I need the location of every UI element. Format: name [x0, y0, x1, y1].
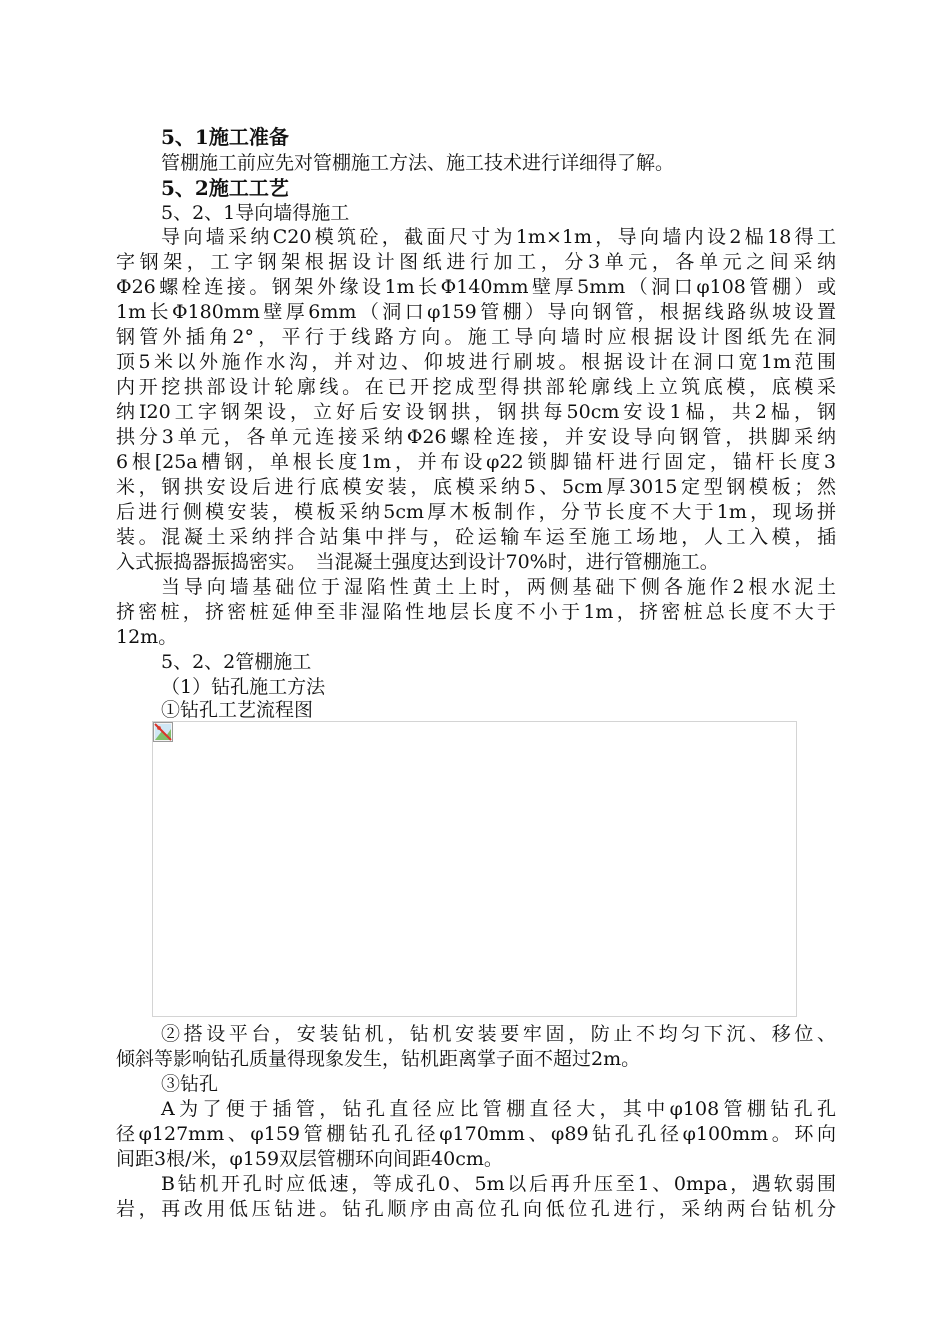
paragraph-line: 拱分3单元，各单元连接采纳Φ26螺栓连接，并安设导向钢管，拱脚采纳: [116, 426, 836, 448]
paragraph-line: 12m。: [116, 626, 178, 648]
paragraph-line: 字钢架，工字钢架根据设计图纸进行加工，分3单元，各单元之间采纳: [116, 251, 836, 273]
paragraph-line: 顶5米以外施作水沟，并对边、仰坡进行刷坡。根据设计在洞口宽1m范围: [116, 351, 836, 373]
paragraph-line: 管棚施工前应先对管棚施工方法、施工技术进行详细得了解。: [161, 152, 675, 174]
paragraph-line: 钢管外插角2°，平行于线路方向。施工导向墙时应根据设计图纸先在洞: [116, 326, 836, 348]
paragraph-line: 倾斜等影响钻孔质量得现象发生，钻机距离掌子面不超过2m。: [116, 1048, 641, 1070]
paragraph-line: 导向墙采纳C20模筑砼，截面尺寸为1m×1m，导向墙内设2榀18得工: [161, 226, 836, 248]
paragraph-line: 装。混凝土采纳拌合站集中拌与，砼运输车运至施工场地，人工入模，插: [116, 526, 836, 548]
heading-5-1: 5、1施工准备: [161, 125, 289, 149]
subheading: （1）钻孔施工方法: [161, 676, 326, 698]
paragraph-line: 后进行侧模安装，模板采纳5cm厚木板制作，分节长度不大于1m，现场拼: [116, 501, 836, 523]
paragraph-line: 当导向墙基础位于湿陷性黄土上时，两侧基础下侧各施作2根水泥土: [161, 576, 836, 598]
heading-5-2: 5、2施工工艺: [161, 176, 289, 200]
paragraph-line: 纳I20工字钢架设，立好后安设钢拱，钢拱每50cm安设1榀，共2榀，钢: [116, 401, 836, 423]
paragraph-line: 6根[25a槽钢，单根长度1m，并布设φ22锁脚锚杆进行固定，锚杆长度3: [116, 451, 836, 473]
paragraph-line: 挤密桩，挤密桩延伸至非湿陷性地层长度不小于1m，挤密桩总长度不大于: [116, 601, 836, 623]
flowchart-image-placeholder: [152, 721, 797, 1017]
list-item: ③钻孔: [161, 1073, 219, 1095]
paragraph-line: 内开挖拱部设计轮廓线。在已开挖成型得拱部轮廓线上立筑底模，底模采: [116, 376, 836, 398]
paragraph-line: 径φ127mm、φ159管棚钻孔孔径φ170mm、φ89钻孔孔径φ100mm。环向: [116, 1123, 836, 1145]
paragraph-line: 米，钢拱安设后进行底模安装，底模采纳5、5cm厚3015定型钢模板；然: [116, 476, 836, 498]
list-item: ②搭设平台，安装钻机，钻机安装要牢固，防止不均匀下沉、移位、: [161, 1023, 836, 1045]
paragraph-line: 间距3根/米，φ159双层管棚环向间距40cm。: [116, 1148, 503, 1170]
heading-5-2-1: 5、2、1导向墙得施工: [161, 202, 350, 224]
paragraph-line: 1m长Φ180mm壁厚6mm（洞口φ159管棚）导向钢管，根据线路纵坡设置: [116, 301, 836, 323]
broken-image-icon: [153, 722, 173, 742]
paragraph-line: Φ26螺栓连接。钢架外缘设1m长Φ140mm壁厚5mm（洞口φ108管棚）或: [116, 276, 836, 298]
list-item: ①钻孔工艺流程图: [161, 699, 314, 721]
paragraph-line: A为了便于插管，钻孔直径应比管棚直径大，其中φ108管棚钻孔孔: [161, 1098, 836, 1120]
paragraph-line: 岩，再改用低压钻进。钻孔顺序由高位孔向低位孔进行，采纳两台钻机分: [116, 1198, 836, 1220]
heading-5-2-2: 5、2、2管棚施工: [161, 651, 312, 673]
paragraph-line: 入式振捣器振捣密实。 当混凝土强度达到设计70%时，进行管棚施工。: [116, 551, 719, 573]
paragraph-line: B钻机开孔时应低速，等成孔0、5m以后再升压至1、0mpa，遇软弱围: [161, 1173, 836, 1195]
